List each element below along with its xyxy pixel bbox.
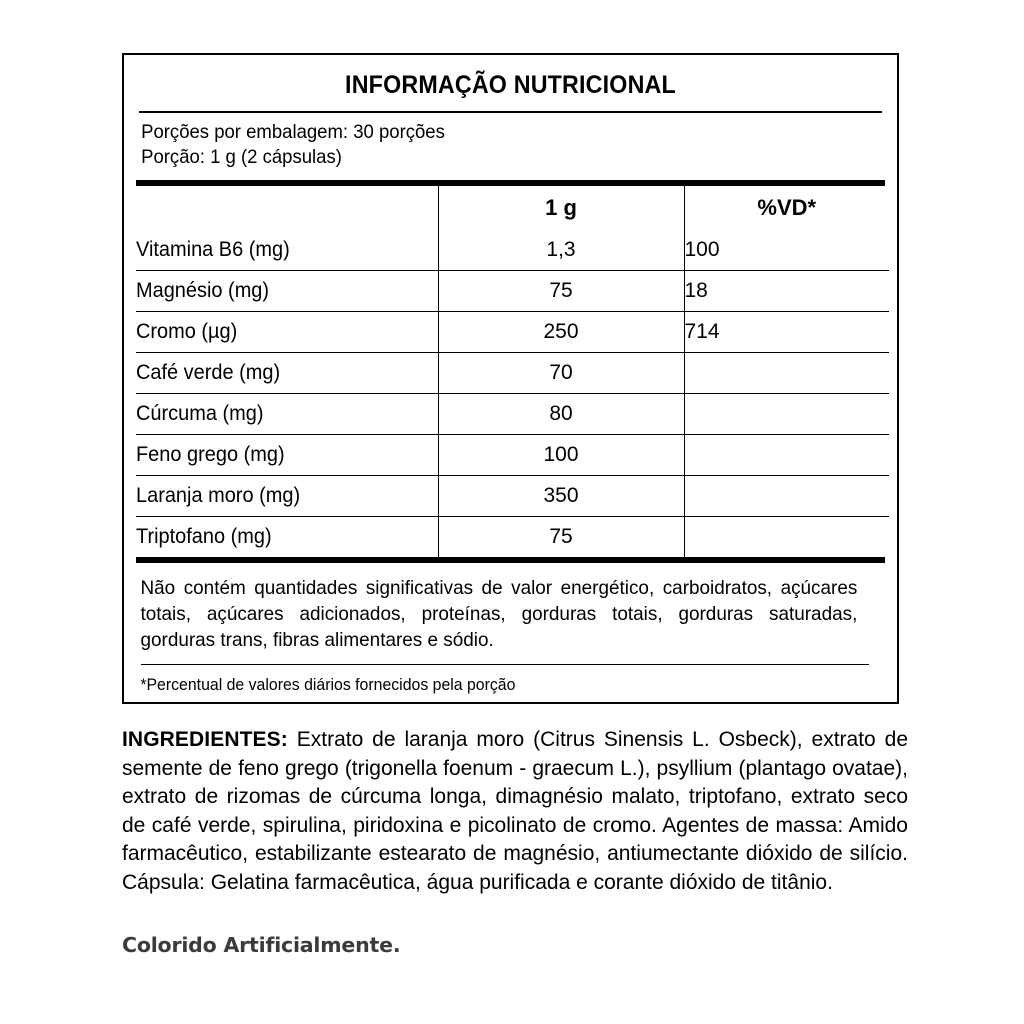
serving-size: Porção: 1 g (2 cápsulas)	[141, 146, 342, 168]
table-row	[136, 394, 889, 435]
nutrient-amount: 1,3	[438, 230, 684, 271]
nutrient-name	[136, 312, 438, 353]
nutrition-table	[136, 186, 889, 557]
nutrient-amount: 70	[438, 353, 684, 394]
nutrient-daily-value	[684, 353, 889, 394]
daily-value-footnote: *Percentual de valores diários fornecidos pela porção	[140, 676, 516, 694]
nutrient-name	[136, 271, 438, 312]
no-significant-amounts-text: Não contém quantidades significativas de valor energético, carboidratos, açúcares totais, açúcares adicionados, proteínas, gorduras totais, gorduras saturadas, gorduras trans, fibras alimentares e sódio.	[140, 577, 858, 651]
nutrient-name-text: Café verde (mg)	[136, 361, 281, 384]
table-row	[136, 517, 889, 558]
nutrient-name	[136, 230, 438, 271]
ingredients-section	[122, 726, 908, 897]
nutrient-amount: 100	[438, 435, 684, 476]
table-header-row	[136, 186, 889, 230]
nutrient-name-text: Feno grego (mg)	[136, 443, 285, 466]
nutrient-amount: 75	[438, 271, 684, 312]
nutrient-daily-value	[684, 517, 889, 558]
table-row	[136, 353, 889, 394]
nutrient-daily-value	[684, 476, 889, 517]
nutrient-name	[136, 394, 438, 435]
nutrient-amount: 250	[438, 312, 684, 353]
nutrient-name	[136, 353, 438, 394]
nutrient-amount: 80	[438, 394, 684, 435]
nutrient-name	[136, 435, 438, 476]
nutrient-name-text: Vitamina B6 (mg)	[136, 238, 290, 261]
table-row	[136, 435, 889, 476]
ingredients-label: INGREDIENTES:	[122, 728, 288, 751]
servings-per-package: Porções por embalagem: 30 porções	[141, 121, 445, 143]
table-row	[136, 312, 889, 353]
column-header-amount: 1 g	[438, 186, 684, 230]
table-row	[136, 271, 889, 312]
nutrient-name-text: Laranja moro (mg)	[136, 484, 301, 507]
nutrient-name	[136, 476, 438, 517]
table-row	[136, 476, 889, 517]
nutrient-name-text: Cúrcuma (mg)	[136, 402, 264, 425]
nutrient-amount: 350	[438, 476, 684, 517]
column-header-nutrient	[136, 186, 438, 230]
nutrient-daily-value: 714	[684, 312, 889, 353]
nutrition-facts-panel	[122, 53, 899, 704]
nutrient-name-text: Cromo (µg)	[136, 320, 238, 343]
nutrient-name	[136, 517, 438, 558]
nutrient-name-text: Triptofano (mg)	[136, 525, 272, 548]
ingredients-text: Extrato de laranja moro (Citrus Sinensis L. Osbeck), extrato de semente de feno grego (trigonella foenum - graecum L.), psyllium (plantago ovatae), extrato de rizomas de cúrcuma longa, dimagnésio malato, triptofano, extrato seco de café verde, spirulina, piridoxina e picolinato de cromo. Agentes de massa: Amido farmacêutico, estabilizante estearato de magnésio, antiumectante dióxido de silício. Cápsula: Gelatina farmacêutica, água purificada e corante dióxido de titânio.	[122, 728, 908, 894]
serving-information	[124, 113, 858, 170]
table-row	[136, 230, 889, 271]
artificial-color-notice: Colorido Artificialmente.	[122, 933, 401, 957]
nutrient-daily-value: 18	[684, 271, 889, 312]
nutrition-panel-title: INFORMAÇÃO NUTRICIONAL	[345, 71, 676, 99]
nutrient-amount: 75	[438, 517, 684, 558]
nutrient-name-text: Magnésio (mg)	[136, 279, 270, 302]
nutrient-daily-value	[684, 394, 889, 435]
column-header-daily-value: %VD*	[684, 186, 889, 230]
nutrient-daily-value: 100	[684, 230, 889, 271]
nutrient-daily-value	[684, 435, 889, 476]
